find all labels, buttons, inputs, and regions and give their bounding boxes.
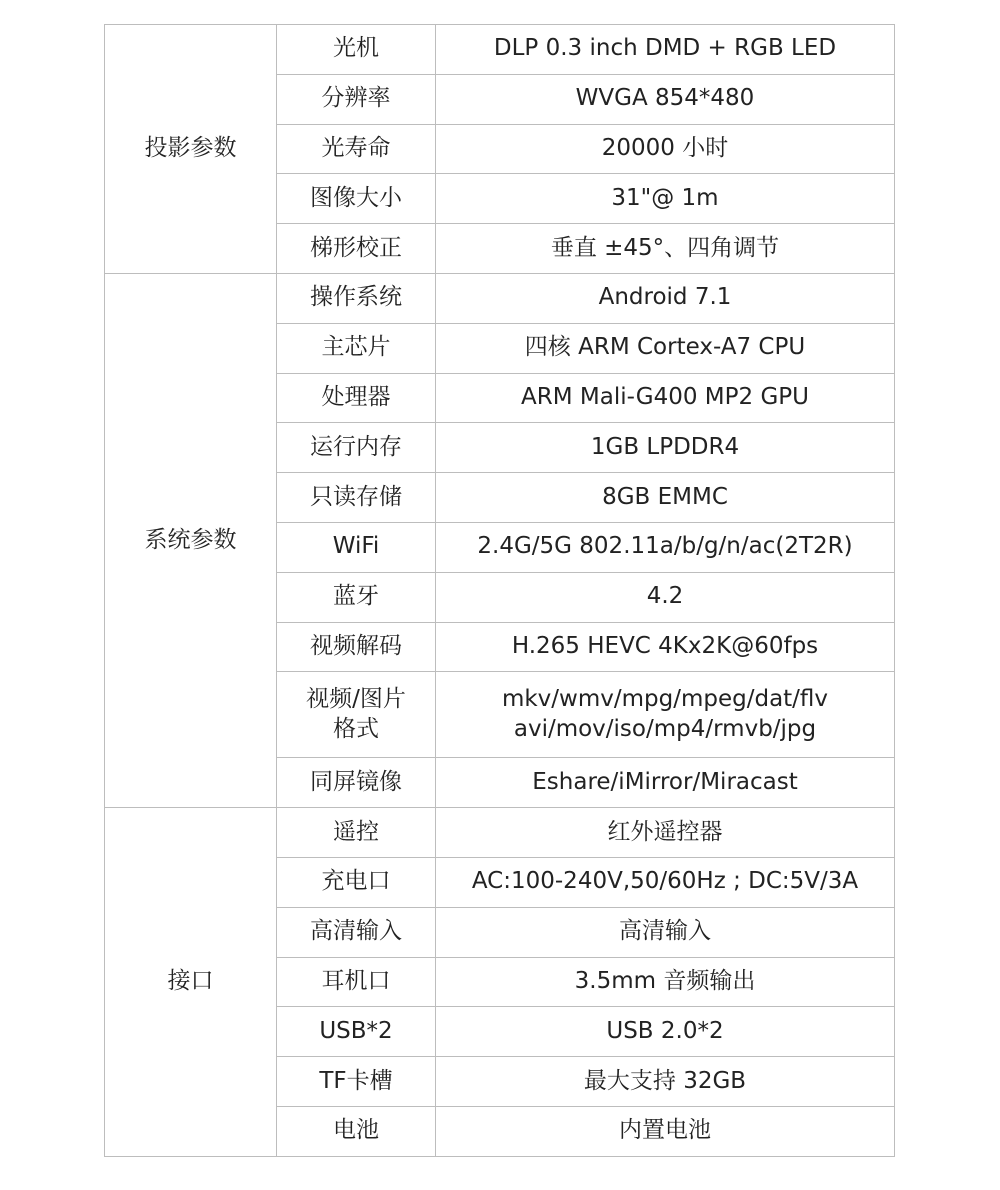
spec-label: 同屏镜像 [277, 758, 436, 808]
spec-value: ARM Mali-G400 MP2 GPU [436, 373, 895, 423]
spec-label: 主芯片 [277, 323, 436, 373]
spec-label-line: 格式 [333, 715, 379, 742]
spec-label: 处理器 [277, 373, 436, 423]
spec-value: 20000 小时 [436, 124, 895, 174]
spec-table [104, 24, 895, 1157]
spec-value: 最大支持 32GB [436, 1057, 895, 1107]
spec-value: WVGA 854*480 [436, 74, 895, 124]
spec-value: 8GB EMMC [436, 473, 895, 523]
spec-value: 四核 ARM Cortex-A7 CPU [436, 323, 895, 373]
spec-label [277, 672, 436, 758]
table-row [105, 25, 895, 75]
spec-label: USB*2 [277, 1007, 436, 1057]
table-row [105, 808, 895, 858]
spec-label: 图像大小 [277, 174, 436, 224]
spec-label: TF卡槽 [277, 1057, 436, 1107]
group-name: 接口 [105, 808, 277, 1157]
group-name: 投影参数 [105, 25, 277, 274]
spec-value: 2.4G/5G 802.11a/b/g/n/ac(2T2R) [436, 522, 895, 572]
spec-value: 红外遥控器 [436, 808, 895, 858]
spec-label: WiFi [277, 522, 436, 572]
spec-value: AC:100-240V,50/60Hz ; DC:5V/3A [436, 857, 895, 907]
spec-label: 视频解码 [277, 622, 436, 672]
spec-label: 充电口 [277, 857, 436, 907]
spec-value-line: mkv/wmv/mpg/mpeg/dat/flv [501, 685, 829, 712]
spec-value: 垂直 ±45°、四角调节 [436, 224, 895, 274]
spec-label: 蓝牙 [277, 572, 436, 622]
spec-value: 3.5mm 音频输出 [436, 957, 895, 1007]
table-row [105, 273, 895, 323]
group-name: 系统参数 [105, 273, 277, 807]
spec-value: H.265 HEVC 4Kx2K@60fps [436, 622, 895, 672]
spec-value: 内置电池 [436, 1106, 895, 1156]
spec-label-line: 视频/图片 [306, 685, 406, 712]
spec-value: 高清输入 [436, 907, 895, 957]
spec-label: 高清输入 [277, 907, 436, 957]
spec-value-line: avi/mov/iso/mp4/rmvb/jpg [513, 715, 817, 742]
spec-label: 操作系统 [277, 273, 436, 323]
spec-value: Eshare/iMirror/Miracast [436, 758, 895, 808]
spec-value: Android 7.1 [436, 273, 895, 323]
spec-label: 梯形校正 [277, 224, 436, 274]
spec-label: 运行内存 [277, 423, 436, 473]
spec-label: 分辨率 [277, 74, 436, 124]
spec-label: 光寿命 [277, 124, 436, 174]
spec-label: 遥控 [277, 808, 436, 858]
spec-value: 31"@ 1m [436, 174, 895, 224]
spec-label: 电池 [277, 1106, 436, 1156]
spec-value: USB 2.0*2 [436, 1007, 895, 1057]
spec-value: 1GB LPDDR4 [436, 423, 895, 473]
spec-value: DLP 0.3 inch DMD + RGB LED [436, 25, 895, 75]
spec-value: 4.2 [436, 572, 895, 622]
spec-label: 只读存储 [277, 473, 436, 523]
spec-value [436, 672, 895, 758]
spec-label: 光机 [277, 25, 436, 75]
spec-label: 耳机口 [277, 957, 436, 1007]
